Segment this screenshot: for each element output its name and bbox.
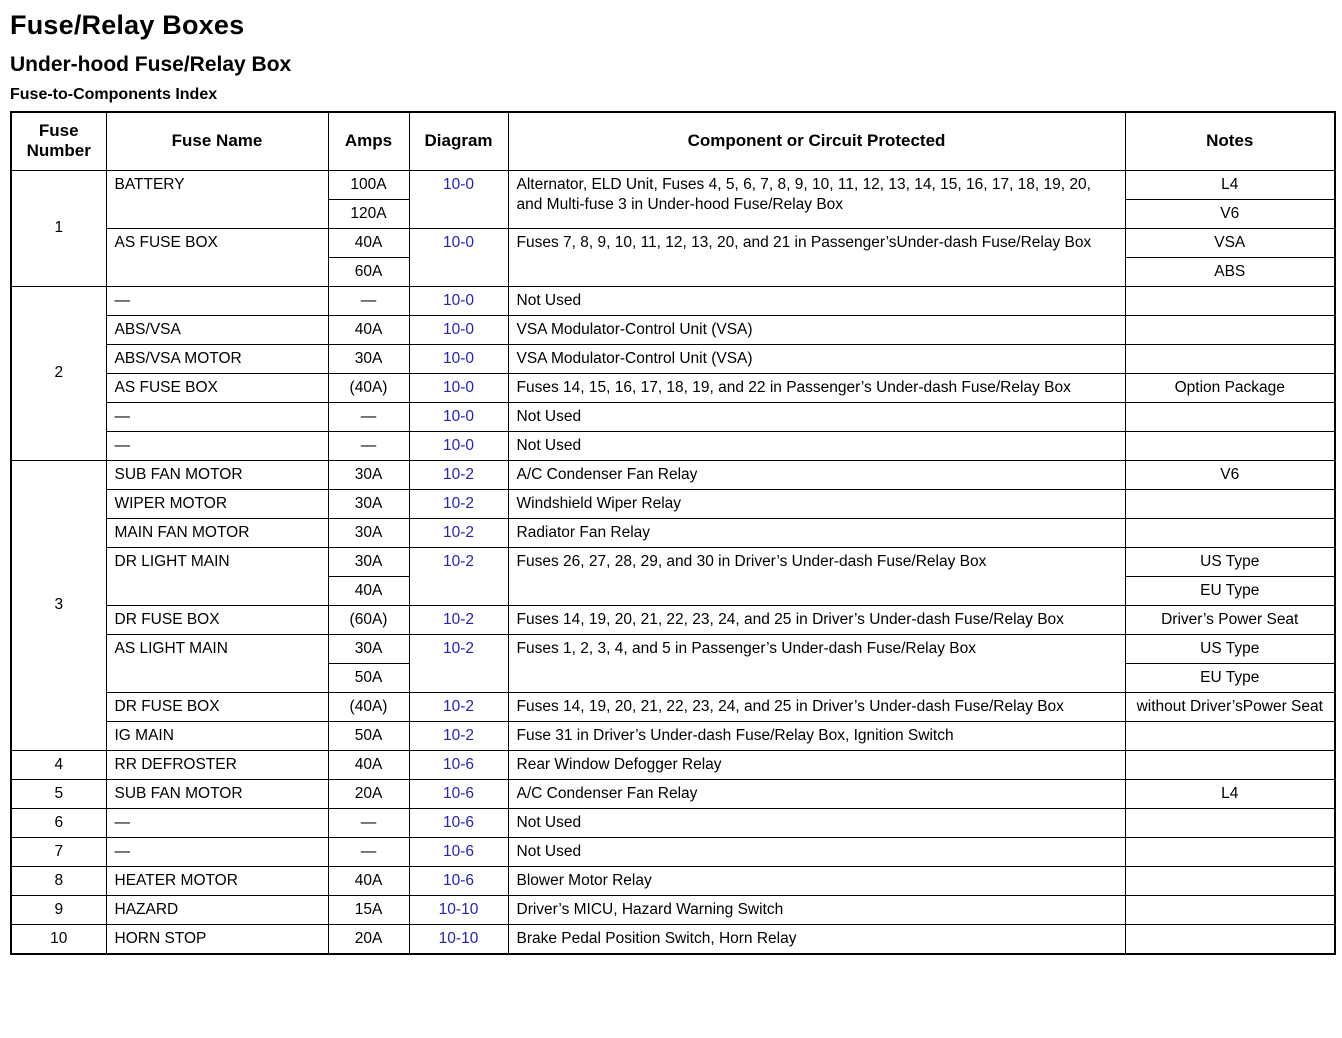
component-cell: Brake Pedal Position Switch, Horn Relay bbox=[508, 924, 1125, 954]
diagram-page-link[interactable]: 10-0 bbox=[442, 378, 475, 396]
fuse-number-cell: 6 bbox=[11, 808, 106, 837]
table-row bbox=[11, 924, 1335, 954]
amps-cell: (40A) bbox=[328, 373, 409, 402]
diagram-cell bbox=[409, 837, 508, 866]
diagram-page-link[interactable]: 10-10 bbox=[438, 929, 479, 947]
component-cell: Fuse 31 in Driver’s Under-dash Fuse/Relay Box, Ignition Switch bbox=[508, 721, 1125, 750]
table-row bbox=[11, 518, 1335, 547]
amps-cell: 30A bbox=[328, 518, 409, 547]
notes-cell: US Type bbox=[1125, 634, 1335, 663]
table-row bbox=[11, 808, 1335, 837]
section-subtitle: Under-hood Fuse/Relay Box bbox=[10, 53, 292, 76]
header-row bbox=[11, 112, 1335, 170]
amps-cell: 30A bbox=[328, 547, 409, 576]
table-row bbox=[11, 402, 1335, 431]
amps-cell: 40A bbox=[328, 750, 409, 779]
notes-cell bbox=[1125, 431, 1335, 460]
component-cell: Driver’s MICU, Hazard Warning Switch bbox=[508, 895, 1125, 924]
amps-cell: — bbox=[328, 286, 409, 315]
fuse-name-cell: IG MAIN bbox=[106, 721, 328, 750]
table-row bbox=[11, 286, 1335, 315]
amps-cell: 60A bbox=[328, 257, 409, 286]
diagram-cell bbox=[409, 779, 508, 808]
notes-cell: L4 bbox=[1125, 779, 1335, 808]
amps-cell: — bbox=[328, 431, 409, 460]
fuse-name-cell: DR LIGHT MAIN bbox=[106, 547, 328, 605]
diagram-cell bbox=[409, 808, 508, 837]
fuse-number-cell: 7 bbox=[11, 837, 106, 866]
amps-cell: — bbox=[328, 837, 409, 866]
notes-cell: ABS bbox=[1125, 257, 1335, 286]
notes-cell bbox=[1125, 750, 1335, 779]
component-cell: Rear Window Defogger Relay bbox=[508, 750, 1125, 779]
fuse-name-cell: BATTERY bbox=[106, 170, 328, 228]
diagram-page-link[interactable]: 10-0 bbox=[442, 291, 475, 309]
fuse-name-cell: SUB FAN MOTOR bbox=[106, 779, 328, 808]
diagram-cell bbox=[409, 315, 508, 344]
diagram-page-link[interactable]: 10-2 bbox=[442, 523, 475, 541]
fuse-name-cell: HORN STOP bbox=[106, 924, 328, 954]
component-cell: Radiator Fan Relay bbox=[508, 518, 1125, 547]
amps-cell: 100A bbox=[328, 170, 409, 199]
diagram-cell bbox=[409, 286, 508, 315]
column-header-diagram: Diagram bbox=[409, 112, 508, 170]
component-cell: VSA Modulator-Control Unit (VSA) bbox=[508, 315, 1125, 344]
diagram-cell bbox=[409, 228, 508, 286]
diagram-cell bbox=[409, 547, 508, 605]
table-row bbox=[11, 895, 1335, 924]
table-row bbox=[11, 750, 1335, 779]
index-heading: Fuse-to-Components Index bbox=[10, 86, 218, 103]
table-row bbox=[11, 460, 1335, 489]
table-row bbox=[11, 373, 1335, 402]
amps-cell: 30A bbox=[328, 489, 409, 518]
amps-cell: 50A bbox=[328, 721, 409, 750]
diagram-cell bbox=[409, 634, 508, 692]
amps-cell: — bbox=[328, 808, 409, 837]
table-row bbox=[11, 344, 1335, 373]
diagram-page-link[interactable]: 10-2 bbox=[442, 465, 475, 483]
fuse-name-cell: RR DEFROSTER bbox=[106, 750, 328, 779]
amps-cell: 20A bbox=[328, 924, 409, 954]
diagram-page-link[interactable]: 10-2 bbox=[442, 697, 475, 715]
component-cell: Not Used bbox=[508, 286, 1125, 315]
column-header-fuse-name: Fuse Name bbox=[106, 112, 328, 170]
diagram-page-link[interactable]: 10-2 bbox=[442, 726, 475, 744]
diagram-cell bbox=[409, 170, 508, 228]
fuse-name-cell: — bbox=[106, 808, 328, 837]
fuse-number-cell: 8 bbox=[11, 866, 106, 895]
notes-cell: without Driver’sPower Seat bbox=[1125, 692, 1335, 721]
diagram-cell bbox=[409, 924, 508, 954]
amps-cell: 120A bbox=[328, 199, 409, 228]
fuse-name-cell: MAIN FAN MOTOR bbox=[106, 518, 328, 547]
notes-cell bbox=[1125, 866, 1335, 895]
amps-cell: (40A) bbox=[328, 692, 409, 721]
column-header-fuse-number: Fuse Number bbox=[11, 112, 106, 170]
component-cell: Not Used bbox=[508, 808, 1125, 837]
fuse-name-cell: DR FUSE BOX bbox=[106, 692, 328, 721]
amps-cell: 50A bbox=[328, 663, 409, 692]
fuse-name-cell: AS FUSE BOX bbox=[106, 373, 328, 402]
component-cell: Blower Motor Relay bbox=[508, 866, 1125, 895]
table-row bbox=[11, 721, 1335, 750]
notes-cell bbox=[1125, 344, 1335, 373]
notes-cell: V6 bbox=[1125, 460, 1335, 489]
amps-cell: 15A bbox=[328, 895, 409, 924]
fuse-number-cell: 10 bbox=[11, 924, 106, 954]
diagram-cell bbox=[409, 895, 508, 924]
component-cell: Fuses 14, 19, 20, 21, 22, 23, 24, and 25 in Driver’s Under-dash Fuse/Relay Box bbox=[508, 692, 1125, 721]
column-header-component: Component or Circuit Protected bbox=[508, 112, 1125, 170]
amps-cell: 30A bbox=[328, 634, 409, 663]
fuse-name-cell: — bbox=[106, 402, 328, 431]
diagram-page-link[interactable]: 10-0 bbox=[442, 407, 475, 425]
table-row bbox=[11, 431, 1335, 460]
diagram-cell bbox=[409, 431, 508, 460]
fuse-table bbox=[10, 111, 1336, 955]
diagram-cell bbox=[409, 692, 508, 721]
diagram-page-link[interactable]: 10-0 bbox=[442, 175, 475, 193]
fuse-name-cell: — bbox=[106, 837, 328, 866]
component-cell: Fuses 26, 27, 28, 29, and 30 in Driver’s Under-dash Fuse/Relay Box bbox=[508, 547, 1125, 605]
notes-cell bbox=[1125, 808, 1335, 837]
fuse-name-cell: ABS/VSA MOTOR bbox=[106, 344, 328, 373]
fuse-name-cell: HEATER MOTOR bbox=[106, 866, 328, 895]
amps-cell: 40A bbox=[328, 228, 409, 257]
fuse-name-cell: SUB FAN MOTOR bbox=[106, 460, 328, 489]
diagram-page-link[interactable]: 10-10 bbox=[438, 900, 479, 918]
notes-cell: US Type bbox=[1125, 547, 1335, 576]
table-row bbox=[11, 605, 1335, 634]
table-row bbox=[11, 489, 1335, 518]
notes-cell: Option Package bbox=[1125, 373, 1335, 402]
column-header-notes: Notes bbox=[1125, 112, 1335, 170]
table-row bbox=[11, 315, 1335, 344]
diagram-cell bbox=[409, 866, 508, 895]
amps-cell: 30A bbox=[328, 460, 409, 489]
notes-cell bbox=[1125, 286, 1335, 315]
notes-cell bbox=[1125, 837, 1335, 866]
fuse-number-cell: 3 bbox=[11, 460, 106, 750]
component-cell: Fuses 7, 8, 9, 10, 11, 12, 13, 20, and 21 in Passenger’sUnder-dash Fuse/Relay Box bbox=[508, 228, 1125, 286]
notes-cell bbox=[1125, 402, 1335, 431]
table-row bbox=[11, 170, 1335, 199]
diagram-cell bbox=[409, 460, 508, 489]
notes-cell: EU Type bbox=[1125, 576, 1335, 605]
notes-cell: EU Type bbox=[1125, 663, 1335, 692]
diagram-cell bbox=[409, 489, 508, 518]
table-row bbox=[11, 547, 1335, 576]
diagram-page-link[interactable]: 10-2 bbox=[442, 639, 475, 657]
diagram-cell bbox=[409, 373, 508, 402]
component-cell: Windshield Wiper Relay bbox=[508, 489, 1125, 518]
component-cell: Not Used bbox=[508, 402, 1125, 431]
fuse-number-cell: 5 bbox=[11, 779, 106, 808]
table-row bbox=[11, 779, 1335, 808]
fuse-name-cell: ABS/VSA bbox=[106, 315, 328, 344]
notes-cell: Driver’s Power Seat bbox=[1125, 605, 1335, 634]
diagram-cell bbox=[409, 750, 508, 779]
table-row bbox=[11, 866, 1335, 895]
notes-cell: L4 bbox=[1125, 170, 1335, 199]
fuse-name-cell: — bbox=[106, 431, 328, 460]
fuse-name-cell: DR FUSE BOX bbox=[106, 605, 328, 634]
diagram-page-link[interactable]: 10-0 bbox=[442, 320, 475, 338]
notes-cell: VSA bbox=[1125, 228, 1335, 257]
diagram-cell bbox=[409, 518, 508, 547]
amps-cell: — bbox=[328, 402, 409, 431]
amps-cell: (60A) bbox=[328, 605, 409, 634]
fuse-number-cell: 9 bbox=[11, 895, 106, 924]
amps-cell: 20A bbox=[328, 779, 409, 808]
fuse-name-cell: — bbox=[106, 286, 328, 315]
diagram-cell bbox=[409, 605, 508, 634]
diagram-page-link[interactable]: 10-0 bbox=[442, 349, 475, 367]
diagram-page-link[interactable]: 10-0 bbox=[442, 436, 475, 454]
notes-cell bbox=[1125, 518, 1335, 547]
notes-cell: V6 bbox=[1125, 199, 1335, 228]
diagram-cell bbox=[409, 721, 508, 750]
table-row bbox=[11, 837, 1335, 866]
notes-cell bbox=[1125, 924, 1335, 954]
component-cell: Fuses 14, 15, 16, 17, 18, 19, and 22 in Passenger’s Under-dash Fuse/Relay Box bbox=[508, 373, 1125, 402]
amps-cell: 40A bbox=[328, 576, 409, 605]
component-cell: A/C Condenser Fan Relay bbox=[508, 460, 1125, 489]
diagram-page-link[interactable]: 10-6 bbox=[442, 813, 475, 831]
notes-cell bbox=[1125, 721, 1335, 750]
notes-cell bbox=[1125, 489, 1335, 518]
component-cell: Not Used bbox=[508, 837, 1125, 866]
diagram-page-link[interactable]: 10-0 bbox=[442, 233, 475, 251]
diagram-page-link[interactable]: 10-6 bbox=[442, 871, 475, 889]
component-cell: Alternator, ELD Unit, Fuses 4, 5, 6, 7, 8, 9, 10, 11, 12, 13, 14, 15, 16, 17, 18, 19, 20, and Multi-fuse 3 in Under-hood Fuse/Relay Box bbox=[508, 170, 1125, 228]
fuse-number-cell: 1 bbox=[11, 170, 106, 286]
table-row bbox=[11, 228, 1335, 257]
diagram-page-link[interactable]: 10-2 bbox=[442, 552, 475, 570]
notes-cell bbox=[1125, 315, 1335, 344]
page-title: Fuse/Relay Boxes bbox=[10, 10, 245, 40]
fuse-number-cell: 4 bbox=[11, 750, 106, 779]
notes-cell bbox=[1125, 895, 1335, 924]
amps-cell: 40A bbox=[328, 866, 409, 895]
fuse-name-cell: WIPER MOTOR bbox=[106, 489, 328, 518]
component-cell: Not Used bbox=[508, 431, 1125, 460]
diagram-page-link[interactable]: 10-6 bbox=[442, 755, 475, 773]
component-cell: A/C Condenser Fan Relay bbox=[508, 779, 1125, 808]
table-row bbox=[11, 692, 1335, 721]
fuse-number-cell: 2 bbox=[11, 286, 106, 460]
fuse-name-cell: AS LIGHT MAIN bbox=[106, 634, 328, 692]
diagram-cell bbox=[409, 402, 508, 431]
table-row bbox=[11, 634, 1335, 663]
component-cell: Fuses 1, 2, 3, 4, and 5 in Passenger’s Under-dash Fuse/Relay Box bbox=[508, 634, 1125, 692]
fuse-name-cell: HAZARD bbox=[106, 895, 328, 924]
diagram-page-link[interactable]: 10-2 bbox=[442, 610, 475, 628]
diagram-page-link[interactable]: 10-6 bbox=[442, 842, 475, 860]
fuse-name-cell: AS FUSE BOX bbox=[106, 228, 328, 286]
component-cell: VSA Modulator-Control Unit (VSA) bbox=[508, 344, 1125, 373]
amps-cell: 40A bbox=[328, 315, 409, 344]
component-cell: Fuses 14, 19, 20, 21, 22, 23, 24, and 25 in Driver’s Under-dash Fuse/Relay Box bbox=[508, 605, 1125, 634]
column-header-amps: Amps bbox=[328, 112, 409, 170]
diagram-page-link[interactable]: 10-2 bbox=[442, 494, 475, 512]
diagram-page-link[interactable]: 10-6 bbox=[442, 784, 475, 802]
diagram-cell bbox=[409, 344, 508, 373]
amps-cell: 30A bbox=[328, 344, 409, 373]
